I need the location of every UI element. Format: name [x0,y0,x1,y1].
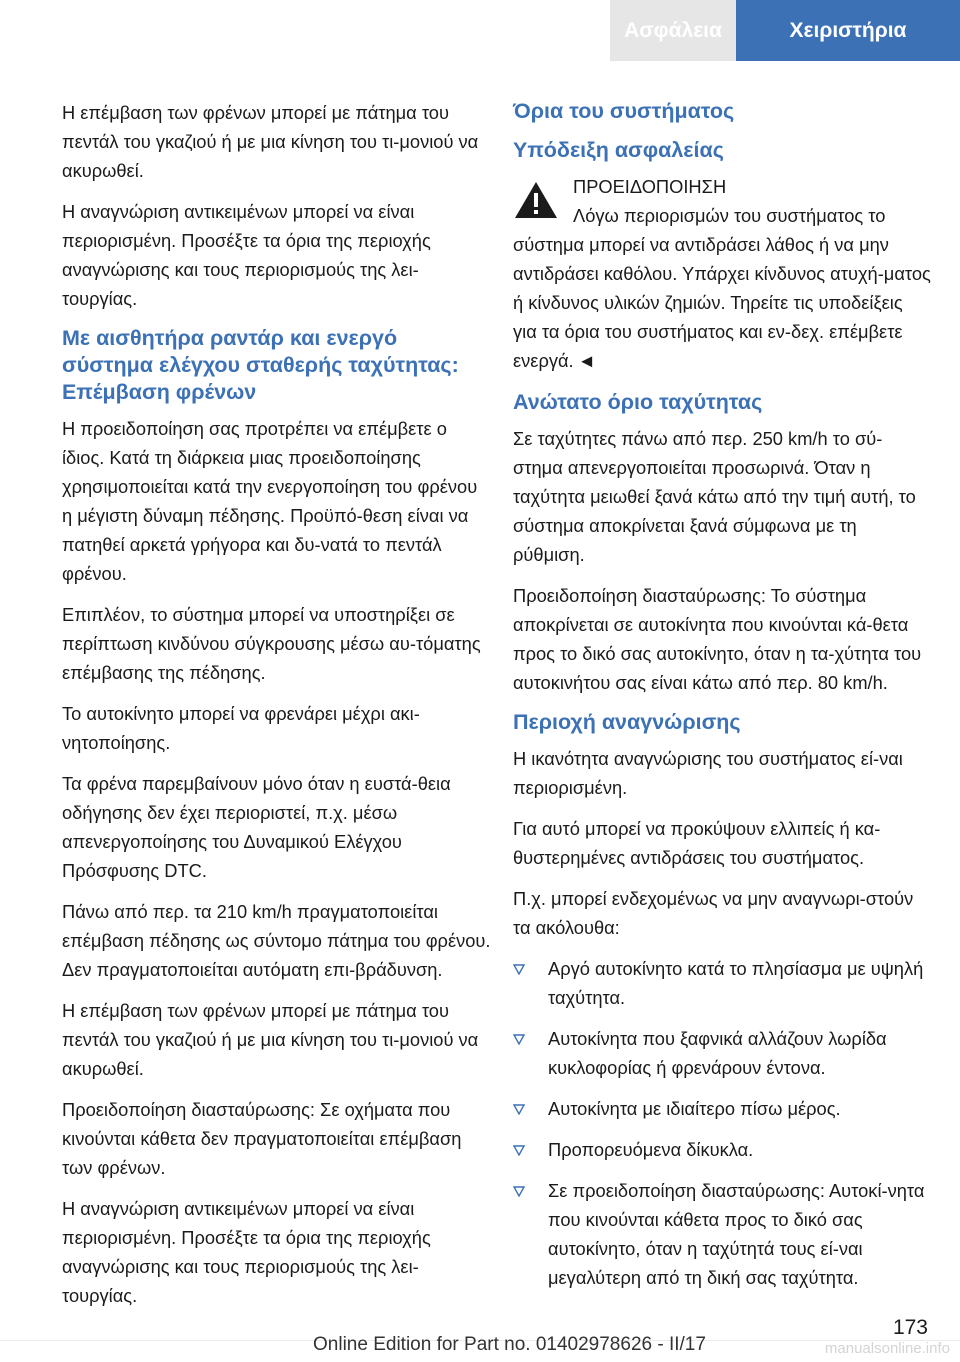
list-item [513,1135,931,1164]
paragraph: Το αυτοκίνητο μπορεί να φρενάρει μέχρι ακι-νητοποίησης. [62,703,420,753]
section-heading-system-limits: Όρια του συστήματος [513,99,735,123]
section-heading-safety-note: Υπόδειξη ασφαλείας [513,138,724,162]
tab-controls[interactable]: Χειριστήρια [736,0,960,61]
watermark: manualsonline.info [824,1340,950,1357]
footer-edition: Online Edition for Part no. 01402978626 - II/17 [313,1334,706,1355]
paragraph: Επιπλέον, το σύστημα μπορεί να υποστηρίξει σε περίπτωση κινδύνου σύγκρουσης μέσω αυ-τόματης επέμβασης της πέδησης. [62,604,481,683]
section-heading-speed-limit: Ανώτατο όριο ταχύτητας [513,390,763,414]
list-item-text: Αυτοκίνητα που ξαφνικά αλλάζουν λωρίδα κυκλοφορίας ή φρενάρουν έντονα. [548,1028,887,1078]
left-column [62,98,492,1322]
paragraph: Η αναγνώριση αντικειμένων μπορεί να είναι περιορισμένη. Προσέξτε τα όρια της περιοχής αναγνώρισης και τους περιορισμούς της λει-τουργίας. [62,201,431,309]
warning-triangle-icon [513,180,559,220]
triangle-bullet-icon [513,1186,525,1197]
triangle-bullet-icon [513,1104,525,1115]
paragraph: Η προειδοποίηση σας προτρέπει να επέμβετε ο ίδιος. Κατά τη διάρκεια μιας προειδοποίησης χρησιμοποιείται κατά την ενεργοποίηση του φρένου η μέγιστη δύναμη πέδησης. Προϋπό-θεση είναι να πατηθεί αρκετά γρήγορα και δυ-νατά το πεντάλ φρένου. [62,418,478,584]
list-item-text: Αυτοκίνητα με ιδιαίτερο πίσω μέρος. [548,1098,841,1119]
tab-safety[interactable]: Ασφάλεια [610,0,736,61]
list-item [513,1176,931,1292]
list-item-text: Σε προειδοποίηση διασταύρωσης: Αυτοκί-νητα που κινούνται κάθετα προς το δικό σας αυτοκίνητο, όταν η ταχύτητά τους εί-ναι μεγαλύτερη από τη δική σας ταχύτητα. [548,1180,925,1288]
triangle-bullet-icon [513,1145,525,1156]
triangle-bullet-icon [513,1034,525,1045]
limitations-list [513,954,931,1292]
paragraph: Η επέμβαση των φρένων μπορεί με πάτημα του πεντάλ του γκαζιού ή με μια κίνηση του τι-μονιού να ακυρωθεί. [62,1000,479,1079]
paragraph: Πάνω από περ. τα 210 km/h πραγματοποιείται επέμβαση πέδησης ως σύντομο πάτημα του φρένου. Δεν πραγματοποιείται αυτόματη επι-βράδυνση. [62,901,491,980]
list-item [513,1024,931,1082]
paragraph: Σε ταχύτητες πάνω από περ. 250 km/h το σύ-στημα απενεργοποιείται προσωρινά. Όταν η ταχύτητα μειωθεί ξανά κάτω από την τιμή αυτή, το σύστημα αποκρίνεται ξανά σύμφωνα με τη ρύθμιση. [513,428,916,565]
list-item-text: Αργό αυτοκίνητο κατά το πλησίασμα με υψηλή ταχύτητα. [548,958,924,1008]
paragraph: Προειδοποίηση διασταύρωσης: Το σύστημα αποκρίνεται σε αυτοκίνητα που κινούνται κά-θετα προς το δικό σας αυτοκίνητο, όταν η τα-χύτητα του αυτοκινήτου σας είναι κάτω από περ. 80 km/h. [513,585,922,693]
paragraph: Π.χ. μπορεί ενδεχομένως να μην αναγνωρι-στούν τα ακόλουθα: [513,888,914,938]
paragraph: Προειδοποίηση διασταύρωσης: Σε οχήματα που κινούνται κάθετα δεν πραγματοποιείται επέμβαση των φρένων. [62,1099,462,1178]
page-number: 173 [892,1316,928,1339]
paragraph: Η επέμβαση των φρένων μπορεί με πάτημα του πεντάλ του γκαζιού ή με μια κίνηση του τι-μονιού να ακυρωθεί. [62,102,479,181]
paragraph: Τα φρένα παρεμβαίνουν μόνο όταν η ευστά-θεια οδήγησης δεν έχει περιοριστεί, π.χ. μέσω απενεργοποίησης του Δυναμικού Ελέγχου Πρόσφυσης DTC. [62,773,451,881]
warning-box [513,172,931,375]
section-heading-brake-intervention: Με αισθητήρα ραντάρ και ενεργό σύστημα ελέγχου σταθερής ταχύτητας: Επέμβαση φρένων [62,326,459,404]
section-heading-detection-area: Περιοχή αναγνώρισης [513,710,741,734]
right-column [513,98,931,1304]
warning-title: ΠΡΟΕΙΔΟΠΟΙΗΣΗ [573,176,727,197]
end-mark-icon: ◄ [577,350,596,371]
chapter-tabs [610,0,960,61]
list-item [513,954,931,1012]
paragraph: Για αυτό μπορεί να προκύψουν ελλιπείς ή κα-θυστερημένες αντιδράσεις του συστήματος. [513,818,881,868]
paragraph: Η ικανότητα αναγνώρισης του συστήματος εί-ναι περιορισμένη. [513,748,903,798]
list-item-text: Προπορευόμενα δίκυκλα. [548,1139,754,1160]
triangle-bullet-icon [513,964,525,975]
warning-body: Λόγω περιορισμών του συστήματος το σύστημα μπορεί να αντιδράσει λάθος ή να μην αντιδράσει καθόλου. Υπάρχει κίνδυνος ατυχή-ματος ή κίνδυνος υλικών ζημιών. Τηρείτε τις υποδείξεις για τα όρια του συστήματος και εν-δεχ. επέμβετε ενεργά. [513,205,931,371]
paragraph: Η αναγνώριση αντικειμένων μπορεί να είναι περιορισμένη. Προσέξτε τα όρια της περιοχής αναγνώρισης και τους περιορισμούς της λει-τουργίας. [62,1198,431,1306]
list-item [513,1094,931,1123]
